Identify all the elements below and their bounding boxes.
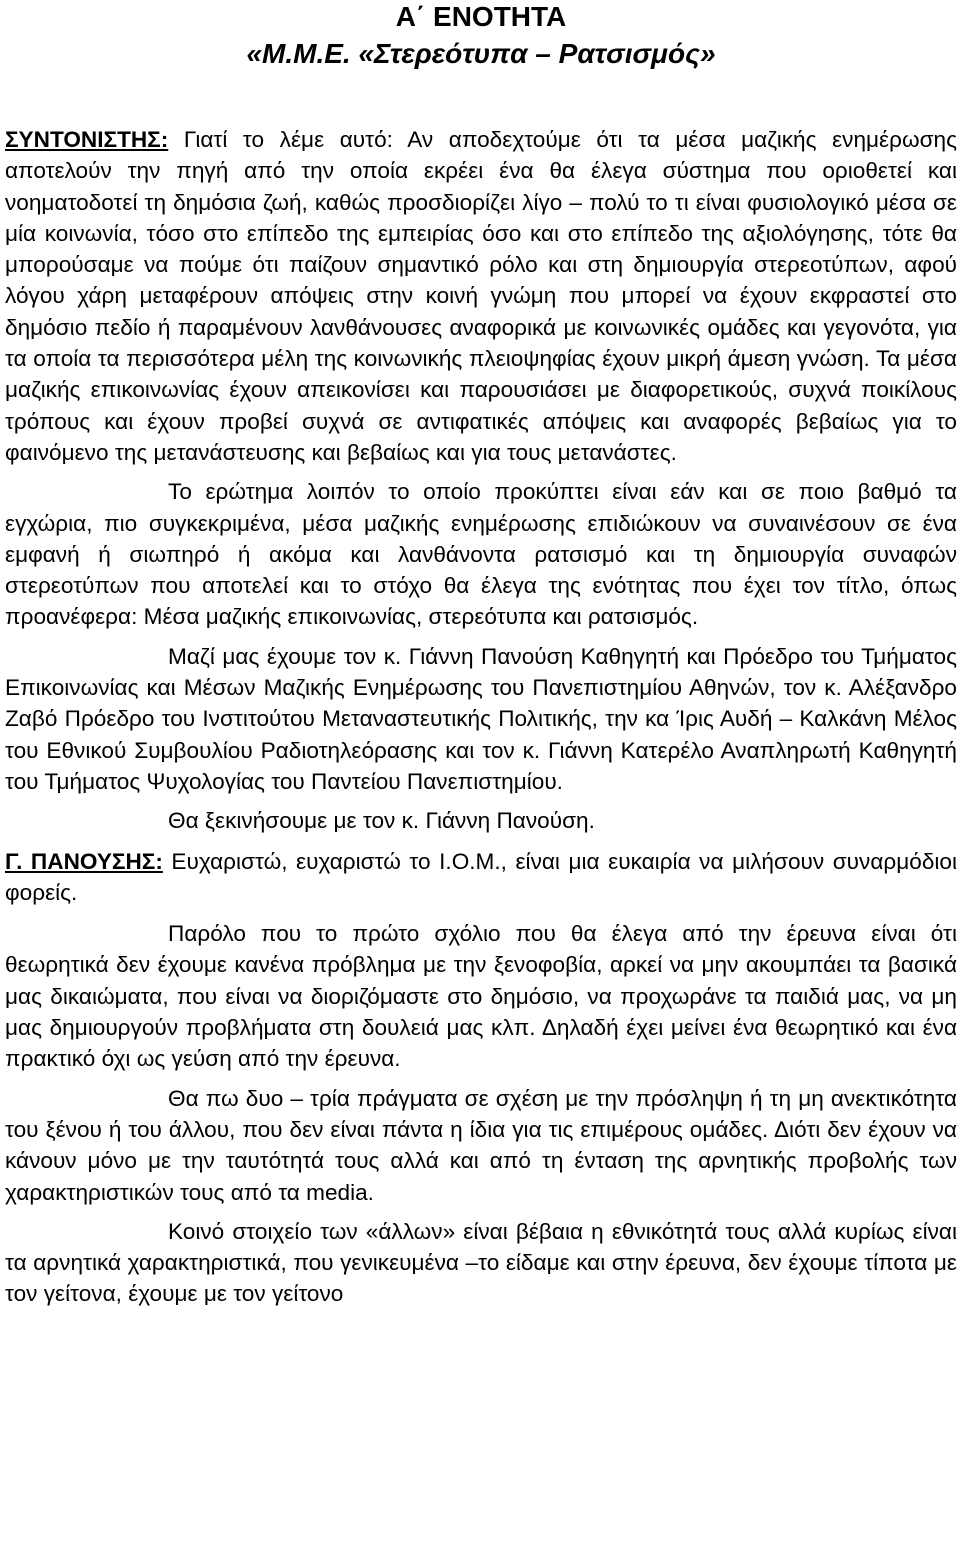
- paragraph-text: Μαζί μας έχουμε τον κ. Γιάννη Πανούση Καθηγητή και Πρόεδρο του Τμήματος Επικοινωνίας και Μέσων Μαζικής Ενημέρωσης του Πανεπιστημίου Αθηνών, τον κ. Αλέξανδρο Ζαβό Πρόεδρο του Ινστιτούτου Μεταναστευτικής Πολιτικής, την κα Ίρις Αυδή – Καλκάνη Μέλος του Εθνικού Συμβουλίου Ραδιοτηλεόρασης και τον κ. Γιάννη Κατερέλο Αναπληρωτή Καθηγητή του Τμήματος Ψυχολογίας του Παντείου Πανεπιστημίου.: [5, 643, 957, 794]
- speaker-label: ΣΥΝΤΟΝΙΣΤΗΣ:: [5, 127, 169, 152]
- paragraph: [5, 641, 957, 797]
- paragraph: [5, 476, 957, 632]
- paragraph-coordinator-intro: [5, 124, 957, 468]
- paragraph-text: Θα πω δυο – τρία πράγματα σε σχέση με την πρόσληψη ή τη μη ανεκτικότητα του ξένου ή του άλλου, που δεν είναι πάντα η ίδια για τις επιμέρους ομάδες. Διότι δεν έχουν να κάνουν μόνο με την ταυτότητά τους αλλά και από τη ένταση της αρνητικής προβολής των χαρακτηριστικών τους από τα media.: [5, 1085, 957, 1205]
- paragraph: [5, 805, 957, 836]
- paragraph: [5, 918, 957, 1074]
- paragraph-text: Γιατί το λέμε αυτό: Αν αποδεχτούμε ότι τα μέσα μαζικής ενημέρωσης αποτελούν την πηγή από την οποία εκρέει ένα θα έλεγα σύστημα που οριοθετεί και νοηματοδοτεί τη δημόσια ζωή, καθώς προσδιορίζει λίγο – πολύ το τι είναι φυσιολογικό μέσα σε μία κοινωνία, τόσο στο επίπεδο της εμπειρίας όσο και στο επίπεδο της αξιολόγησης, τότε θα μπορούσαμε να πούμε ότι παίζουν σημαντικό ρόλο και στη δημιουργία στερεοτύπων, αφού λόγου χάρη μεταφέρουν απόψεις στην κοινή γνώμη που μπορεί να έχουν εκφραστεί στο δημόσιο πεδίο ή παραμένουν λανθάνουσες αναφορικά με κοινωνικές ομάδες και γεγονότα, για τα οποία τα περισσότερα μέλη της κοινωνικής πλειοψηφίας έχουν μικρή άμεση γνώση. Τα μέσα μαζικής επικοινωνίας έχουν απεικονίσει και παρουσιάσει με διαφορετικούς, συχνά ποικίλους τρόπους και έχουν προβεί συχνά σε αντιφατικές απόψεις και αναφορές βεβαίως για το φαινόμενο της μετανάστευσης και βεβαίως και για τους μετανάστες.: [5, 127, 957, 465]
- paragraph: [5, 1083, 957, 1208]
- paragraph-text: Θα ξεκινήσουμε με τον κ. Γιάννη Πανούση.: [168, 808, 595, 834]
- section-title: «Μ.Μ.Ε. «Στερεότυπα – Ρατσισμός»: [246, 38, 716, 69]
- paragraph-panousis: [5, 846, 957, 909]
- paragraph-text: Κοινό στοιχείο των «άλλων» είναι βέβαια η εθνικότητά τους αλλά κυρίως είναι τα αρνητικά χαρακτηριστικά, που γενικευμένα –το είδαμε και στην έρευνα, δεν έχουμε τίποτα με τον γείτονα, έχουμε με τον γείτονο: [5, 1218, 957, 1307]
- paragraph-text: Ευχαριστώ, ευχαριστώ το Ι.Ο.Μ., είναι μια ευκαιρία να μιλήσουν συναρμόδιοι φορείς.: [5, 848, 957, 905]
- section-heading: Α΄ ΕΝΟΤΗΤΑ: [395, 1, 567, 32]
- paragraph: [5, 1216, 957, 1310]
- speaker-label: Γ. ΠΑΝΟΥΣΗΣ:: [5, 848, 163, 874]
- paragraph-text: Το ερώτημα λοιπόν το οποίο προκύπτει είναι εάν και σε ποιο βαθμό τα εγχώρια, πιο συγκεκριμένα, μέσα μαζικής ενημέρωσης επιδιώκουν να συναινέσουν σε ένα εμφανή ή σιωπηρό ή ακόμα και λανθάνοντα ρατσισμό και τη δημιουργία συναφών στερεοτύπων που αποτελεί και το στόχο θα έλεγα της ενότητας που έχει τον τίτλο, όπως προανέφερα: Μέσα μαζικής επικοινωνίας, στερεότυπα και ρατσισμός.: [5, 479, 957, 630]
- paragraph-text: Παρόλο που το πρώτο σχόλιο που θα έλεγα από την έρευνα είναι ότι θεωρητικά δεν έχουμε κανένα πρόβλημα με την ξενοφοβία, αρκεί να μην ακουμπάει τα βασικά μας δικαιώματα, που είναι να διοριζόμαστε στο δημόσιο, να προχωράνε τα παιδιά μας, να μη μας δημιουργούν προβλήματα στη δουλειά μας κλπ. Δηλαδή έχει μείνει ένα θεωρητικό και ένα πρακτικό όχι ως γεύση από την έρευνα.: [5, 921, 957, 1072]
- spacer: [5, 69, 957, 124]
